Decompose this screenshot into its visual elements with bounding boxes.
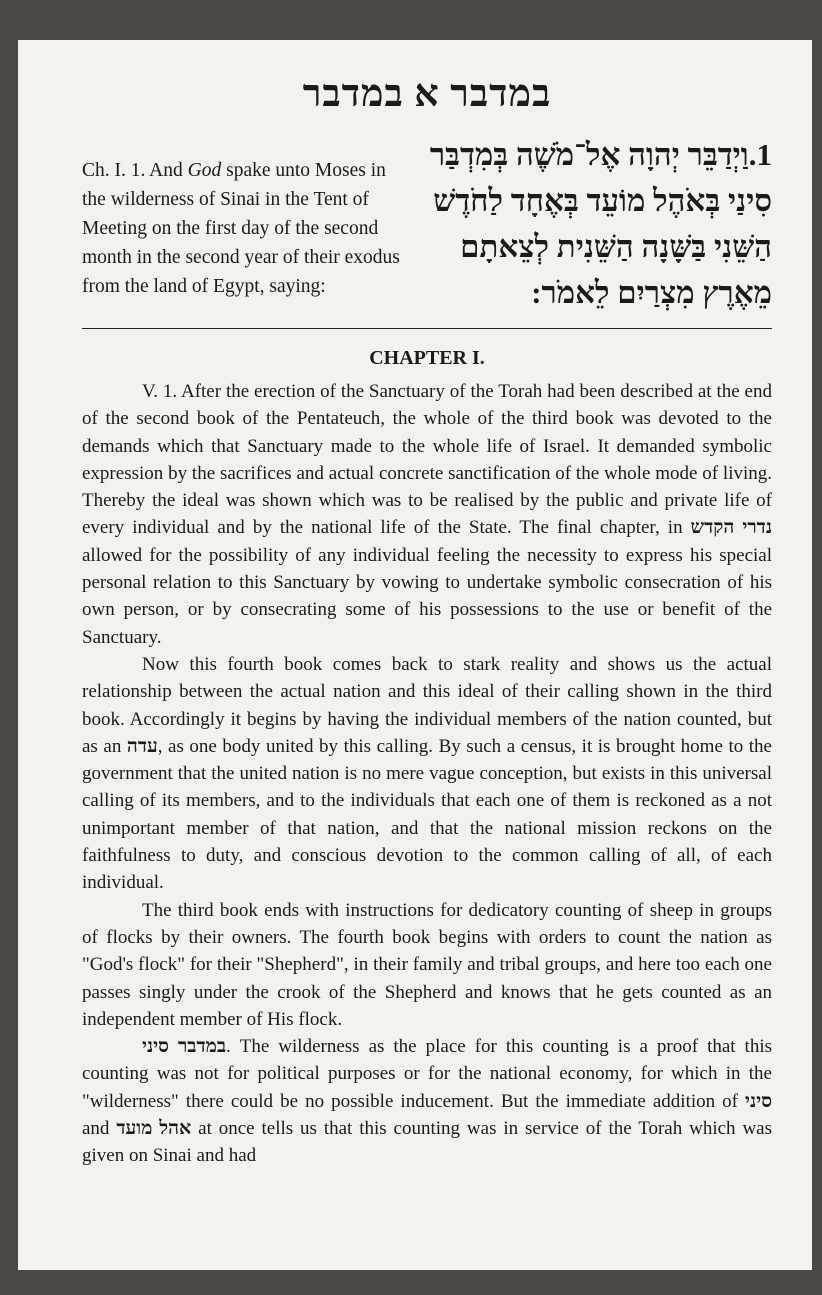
text-run: allowed for the possibility of any individual feeling the necessity to express his special personal relation to this Sanctuary by vowing to undertake symbolic consecration of his own person, or by consecrating some of his possessions to the use or benefit of the Sanctuary. [82, 544, 772, 648]
verse-english-god: God [187, 160, 222, 181]
commentary-paragraph [82, 651, 772, 897]
text-run: V. 1. After the erection of the Sanctuary of the Torah had been described at the end of the second book of the Pentateuch, the whole of the third book was devoted to the demands which that Sanctuary made to the whole life of Israel. It demanded symbolic expression by the sacrifices and actual concrete sanctification of the whole mode of living. Thereby the ideal was shown which was to be realised by the public and private life of every individual and by the national life of the State. The final chapter, in [82, 381, 772, 539]
verse-block [82, 132, 772, 316]
text-run: and [82, 1118, 117, 1140]
running-header-title: במדבר א במדבר [302, 73, 552, 115]
verse-hebrew-line: מֵאֶרֶץ מִצְרַיִם לֵאמֹר: [531, 275, 772, 310]
commentary-paragraph [82, 1033, 772, 1169]
hebrew-term: במדבר סיני [142, 1036, 227, 1058]
text-run: at once tells us that this counting was in service of the Torah which was given on Sinai and had [82, 1118, 772, 1167]
commentary-text [82, 378, 772, 1170]
verse-hebrew-line: סִינַי בְּאֹהֶל מוֹעֵד בְּאֶחָד לַחֹדֶשׁ [433, 183, 772, 218]
hebrew-term: נדרי הקדש [690, 517, 772, 539]
verse-english-translation [82, 156, 401, 301]
verse-english-rest: spake unto Moses in the wilderness of Sinai in the Tent of Meeting on the first day of the second month in the second year of their exodus from the land of Egypt, saying: [82, 160, 400, 297]
text-run: Now this fourth book comes back to stark reality and shows us the actual relationship between the actual nation and this ideal of their calling shown in the third book. Accordingly it begins by having the individual members of the nation counted, but as an [82, 653, 772, 757]
verse-english-prefix: Ch. I. 1. And [82, 160, 188, 181]
text-run: . The wilderness as the place for this counting is a proof that this counting was not for political purposes or for the national economy, for which in the "wilderness" there could be no possible inducement. But the immediate addition of [82, 1036, 773, 1112]
hebrew-term: אהל מועד [116, 1118, 192, 1140]
commentary-paragraph [82, 378, 772, 651]
section-divider [82, 328, 772, 329]
verse-hebrew-line: 1.וַיְדַבֵּר יְהוָה אֶל־מֹשֶׁה בְּמִדְבַּר [429, 137, 772, 172]
chapter-heading: CHAPTER I. [369, 347, 485, 369]
verse-hebrew-line: הַשֵּׁנִי בַּשָּׁנָה הַשֵּׁנִית לְצֵאתָם [460, 229, 772, 264]
book-page [18, 40, 812, 1270]
hebrew-term: סיני [745, 1090, 772, 1112]
hebrew-term: עדה [126, 735, 158, 757]
text-run: , as one body united by this calling. By such a census, it is brought home to the government that the united nation is no mere vague conception, but exists in this universal calling of its members, and to the individuals that each one of them is reckoned as a not unimportant member of that nation, and that the national mission reckons on the faithfulness to duty, and conscious devotion to the common calling of all, of each individual. [82, 735, 772, 894]
verse-hebrew-text [401, 132, 772, 316]
commentary-paragraph: The third book ends with instructions for dedicatory counting of sheep in groups of flocks by their owners. The fourth book begins with orders to count the nation as "God's flock" for their "Shepherd", in their family and tribal groups, and here too each one passes singly under the crook of the Shepherd and knows that he gets counted as an independent member of His flock. [82, 899, 772, 1030]
